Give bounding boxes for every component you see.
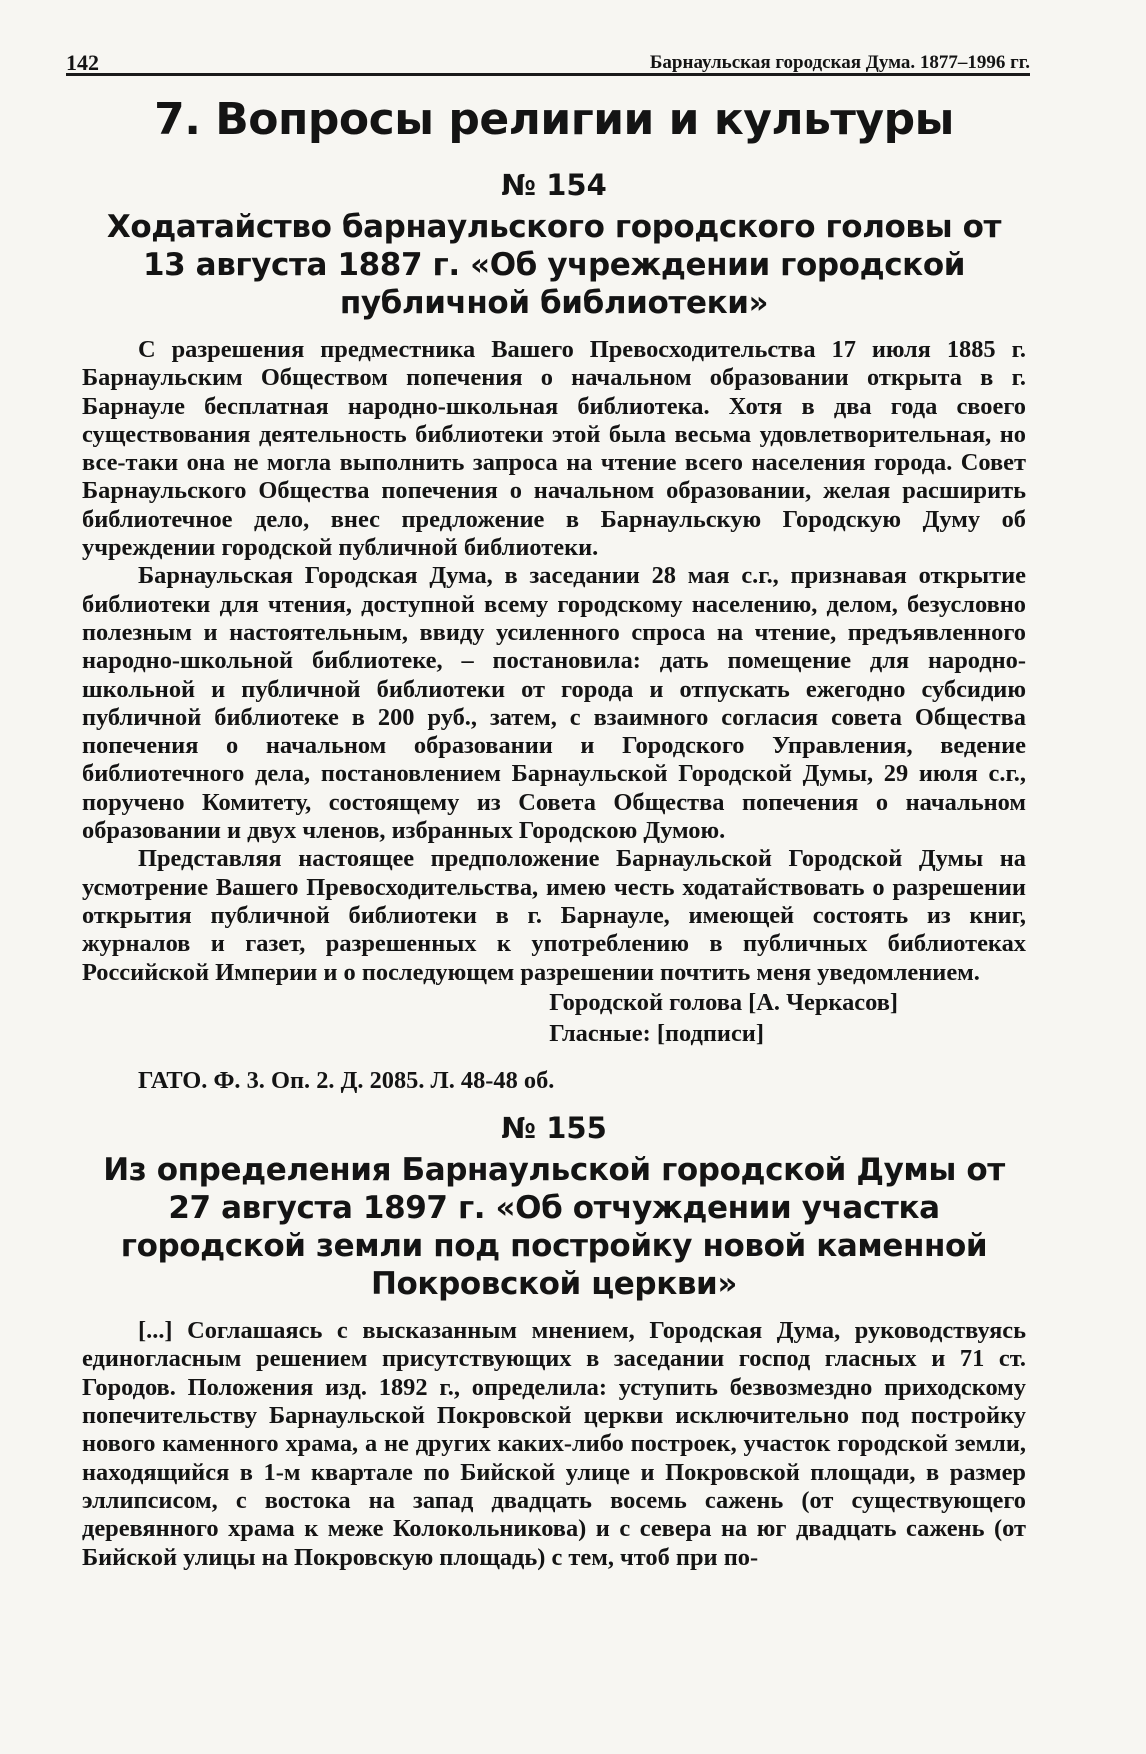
document-title: Ходатайство барнаульского городского головы от 13 августа 1887 г. «Об учреждении городской публичной библиотеки» (106, 209, 1002, 321)
paragraph: Представляя настоящее предположение Барнаульской Городской Думы на усмотрение Вашего Превосходительства, имею честь ходатайствовать о разрешении открытия публичной библиотеки в г. Барнауле, имеющей состоять из книг, журналов и газет, разрешенных к употреблению в публичных библиотеках Российской Империи и о последующем разрешении почтить меня уведомлением. (82, 845, 1026, 986)
document-154 (82, 166, 1026, 1095)
document-title: Из определения Барнаульской городской Думы от 27 августа 1897 г. «Об отчуждении участка городской земли под постройку новой каменной Покровской церкви» (103, 1152, 1005, 1303)
page-content (82, 92, 1026, 1572)
signature-block (82, 987, 898, 1049)
paragraph: [...] Соглашаясь с высказанным мнением, Городская Дума, руководствуясь единогласным решением присутствующих в заседании господ гласных и 71 ст. Городов. Положения изд. 1892 г., определила: уступить безвозмездно приходскому попечительству Барнаульской Покровской церкви исключительно под постройку нового каменного храма, а не других каких-либо построек, участок городской земли, находящийся в 1-м квартале по Бийской улице и Покровской площади, в размер эллипсисом, с востока на запад двадцать восемь сажень (от существующего деревянного храма к меже Колокольникова) и с севера на юг двадцать сажень (от Бийской улицы на Покровскую площадь) с тем, чтоб при по- (82, 1317, 1026, 1571)
document-number: № 155 (501, 1111, 607, 1146)
running-header (66, 42, 1030, 76)
running-title: Барнаульская городская Дума. 1877–1996 гг. (649, 52, 1030, 73)
chapter-title: 7. Вопросы религии и культуры (154, 94, 954, 145)
signature-mayor: Городской голова [А. Черкасов] (549, 988, 898, 1016)
document-155 (82, 1109, 1026, 1572)
page-number: 142 (66, 50, 99, 75)
paragraph: С разрешения предместника Вашего Превосходительства 17 июля 1885 г. Барнаульским Обществом попечения о начальном образовании открыта в г. Барнауле бесплатная народно-школьная библиотека. Хотя в два года своего существования деятельность библиотеки этой была весьма удовлетворительная, но все-таки она не могла выполнить запроса на чтение всего населения города. Совет Барнаульского Общества попечения о начальном образовании, желая расширить библиотечное дело, внес предложение в Барнаульскую Городскую Думу об учреждении городской публичной библиотеки. (82, 336, 1026, 562)
archive-reference: ГАТО. Ф. 3. Оп. 2. Д. 2085. Л. 48-48 об. (138, 1066, 555, 1094)
paragraph: Барнаульская Городская Дума, в заседании 28 мая с.г., признавая открытие библиотеки для чтения, доступной всему городскому населению, делом, безусловно полезным и настоятельным, ввиду усиленного спроса на чтение, предъявленного народно-школьной библиотеке, – постановила: дать помещение для народно-школьной и публичной библиотеки от города и отпускать ежегодно субсидию публичной библиотеке в 200 руб., затем, с взаимного согласия совета Общества попечения о начальном образовании и Городского Управления, ведение библиотечного дела, постановлением Барнаульской Городской Думы, 29 июля с.г., поручено Комитету, состоящему из Совета Общества попечения о начальном образовании и двух членов, избранных Городскою Думою. (82, 562, 1026, 845)
signature-councilors: Гласные: [подписи] (549, 1019, 764, 1047)
document-number: № 154 (501, 168, 607, 202)
